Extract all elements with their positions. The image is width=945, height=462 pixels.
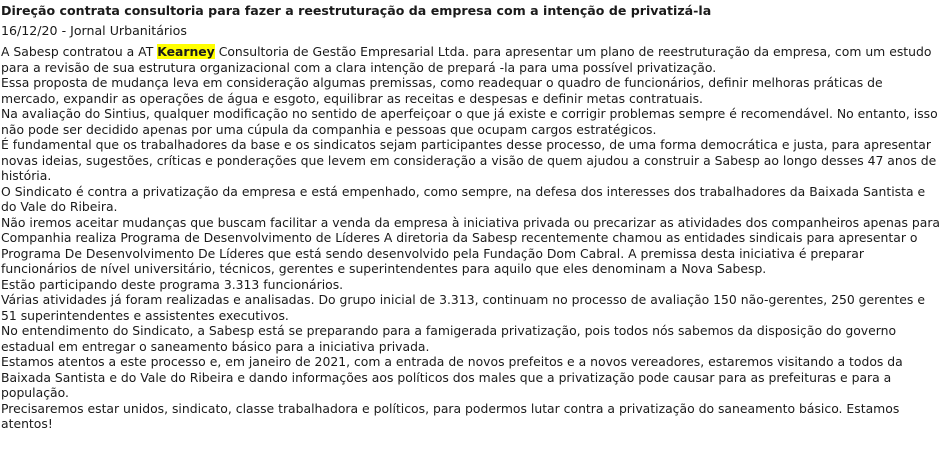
article-title: Direção contrata consultoria para fazer a reestruturação da empresa com a intenção de privatizá-la xyxy=(1,3,712,18)
article-paragraph: É fundamental que os trabalhadores da base e os sindicatos sejam participantes desse processo, de uma forma democrática e justa, para apresentar novas ideias, sugestões, críticas e ponderações que levem em consideração a visão de quem ajudou a construir a Sabesp ao longo desses 47 anos de história. xyxy=(1,137,937,183)
article-paragraph: Precisaremos estar unidos, sindicato, classe trabalhadora e políticos, para podermos lutar contra a privatização do saneamento básico. Estamos atentos! xyxy=(1,400,900,431)
article-paragraph-intro xyxy=(1,44,942,75)
article-paragraph: Na avaliação do Sintius, qualquer modificação no sentido de aperfeiçoar o que já existe e corrigir problemas sempre é recomendável. No entanto, isso não pode ser decidido apenas por uma cúpula da companhia e pessoas que ocupam cargos estratégicos. xyxy=(1,106,938,137)
article-paragraph: No entendimento do Sindicato, a Sabesp está se preparando para a famigerada privatização, pois todos nós sabemos da disposição do governo estadual em entregar o saneamento básico para a iniciativa privada. xyxy=(1,323,897,354)
article-paragraph: Várias atividades já foram realizadas e analisadas. Do grupo inicial de 3.313, continuam no processo de avaliação 150 não-gerentes, 250 gerentes e 51 superintendentes e assistentes executivos. xyxy=(1,292,925,323)
article-paragraph: O Sindicato é contra a privatização da empresa e está empenhado, como sempre, na defesa dos interesses dos trabalhadores da Baixada Santista e do Vale do Ribeira. xyxy=(1,183,926,214)
intro-text-before: A Sabesp contratou a AT xyxy=(1,44,158,59)
article-paragraph: Estão participando deste programa 3.313 funcionários. xyxy=(1,276,344,292)
highlighted-term: Kearney xyxy=(157,44,215,59)
article-paragraph: Estamos atentos a este processo e, em janeiro de 2021, com a entrada de novos prefeitos e a novos vereadores, estaremos visitando a todos da Baixada Santista e do Vale do Ribeira e dando informações aos políticos dos males que a privatização pode causar para as prefeituras e para a população. xyxy=(1,354,903,400)
article-paragraph: Essa proposta de mudança leva em consideração algumas premissas, como readequar o quadro de funcionários, definir melhoras práticas de mercado, expandir as operações de água e esgoto, equilibrar as receitas e despesas e definir metas contratuais. xyxy=(1,75,883,106)
intro-text-after: Consultoria de Gestão Empresarial Ltda. para apresentar um plano de reestruturação da empresa, com um estudo para a revisão de sua estrutura organizacional com a clara intenção de prepará -la para uma possível privatização. xyxy=(1,44,932,75)
article-byline: 16/12/20 - Jornal Urbanitários xyxy=(1,23,187,38)
article-paragraph: Não iremos aceitar mudanças que buscam facilitar a venda da empresa à iniciativa privada ou precarizar as atividades dos companheiros apenas para Companhia realiza Programa de Desenvolvimento de Líderes A diretoria da Sabesp recentemente chamou as entidades sindicais para apresentar o Programa De Desenvolvimento De Líderes que está sendo desenvolvido pela Fundação Dom Cabral. A premissa desta iniciativa é preparar funcionários de nível universitário, técnicos, gerentes e superintendentes para aquilo que eles denominam a Nova Sabesp. xyxy=(1,214,941,276)
